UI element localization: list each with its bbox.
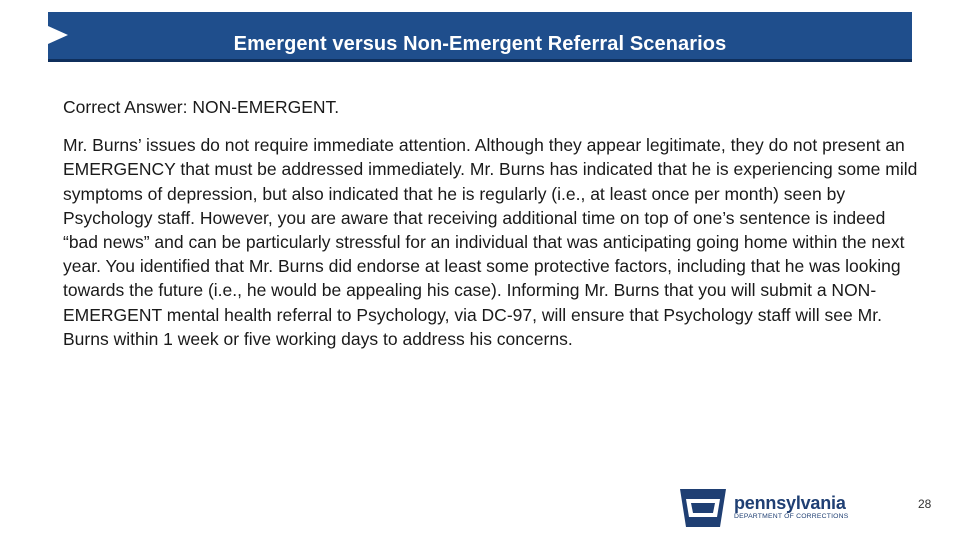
explanation-text: Mr. Burns’ issues do not require immediate attention. Although they appear legitimate, they do not present an EMERGENCY that must be addressed immediately. Mr. Burns has indicated that he is experiencing some mild symptoms of depression, but also indicated that he is regularly (i.e., at least once per month) seen by Psychology staff. However, you are aware that receiving additional time on top of one’s sentence is indeed “bad news” and can be particularly stressful for an individual that was anticipating going home within the next year. You identified that Mr. Burns did endorse at least some protective factors, including that he was looking towards the future (i.e., he would be appealing his case). Informing Mr. Burns that you will submit a NON-EMERGENT mental health referral to Psychology, via DC-97, will ensure that Psychology staff will see Mr. Burns within 1 week or five working days to address his concerns. [63, 135, 918, 349]
logo-name: pennsylvania [734, 493, 846, 513]
title-bar-underline [48, 59, 912, 62]
slide-body [63, 95, 923, 351]
correct-answer-text: Correct Answer: NON-EMERGENT. [63, 97, 340, 117]
slide-title-bar [48, 12, 912, 62]
slide-title: Emergent versus Non-Emergent Referral Scenarios [233, 32, 727, 55]
pa-doc-logo [676, 487, 886, 529]
title-arrow-icon [48, 26, 68, 44]
logo-department: DEPARTMENT OF CORRECTIONS [734, 513, 849, 520]
page-number: 28 [918, 497, 932, 511]
keystone-icon [676, 487, 730, 529]
